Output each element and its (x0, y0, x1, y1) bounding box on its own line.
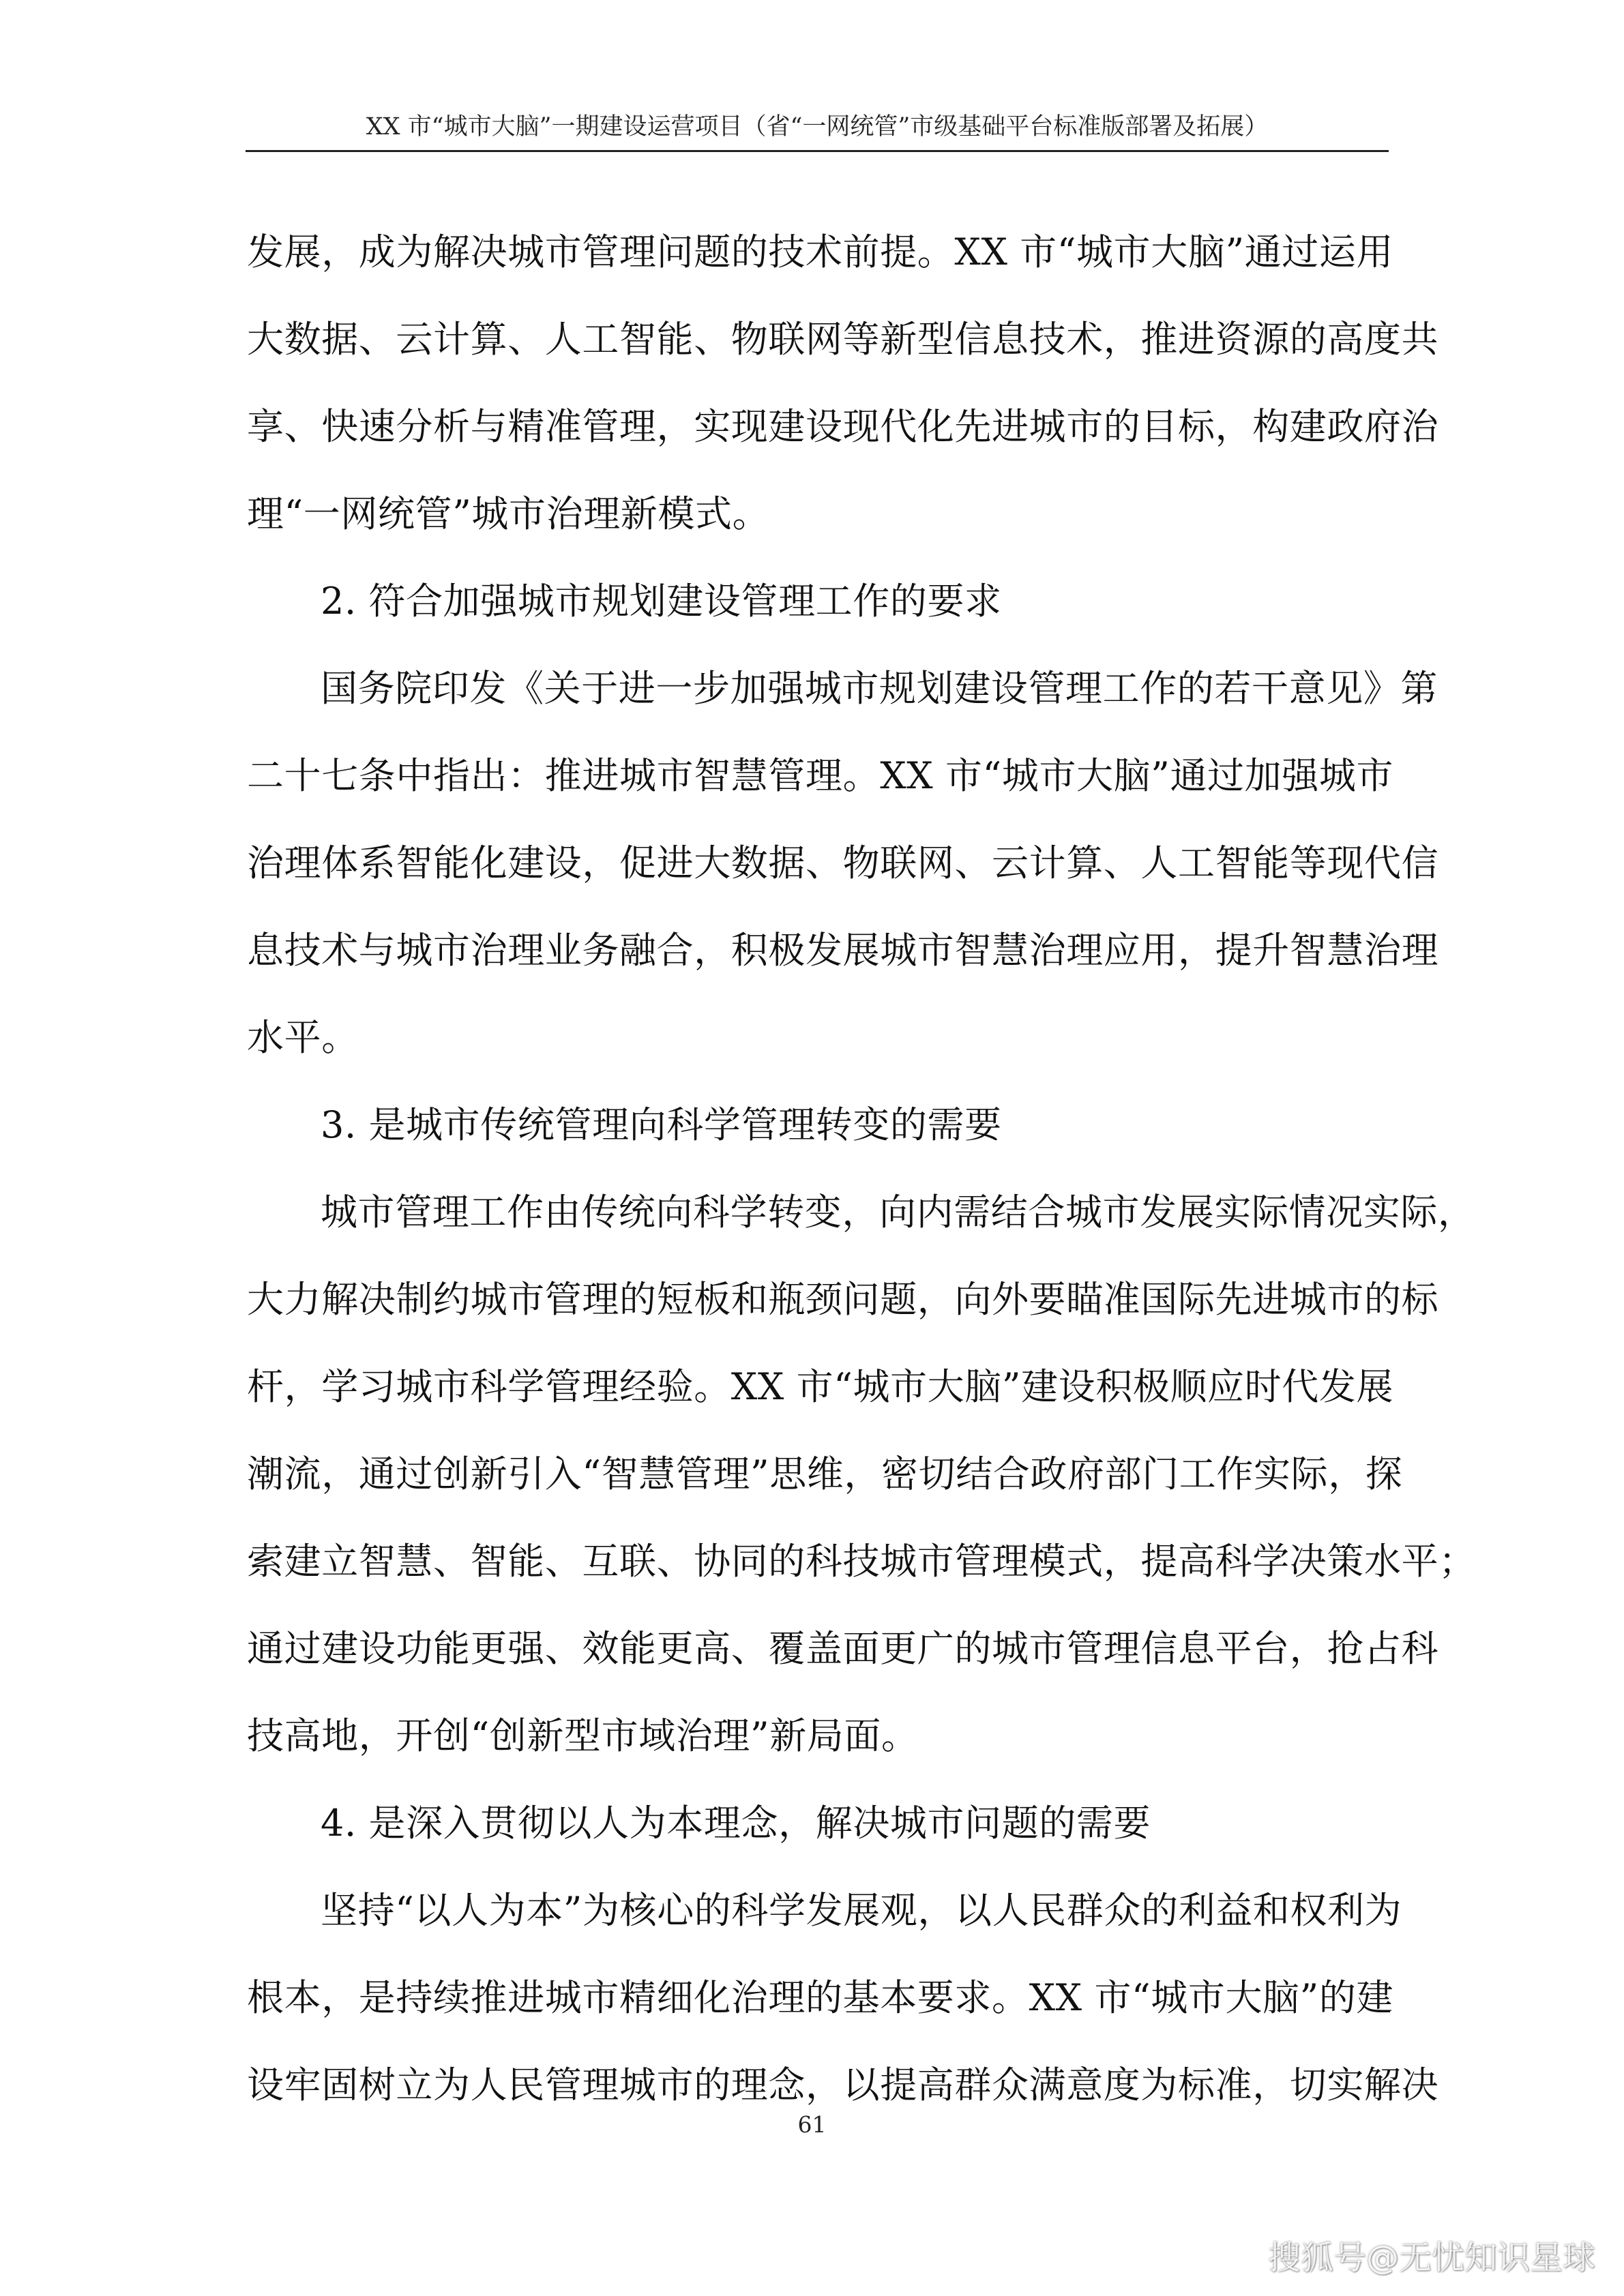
paragraph-line: 国务院印发《关于进一步加强城市规划建设管理工作的若干意见》第 (321, 667, 1438, 710)
paragraph-line: 发展，成为解决城市管理问题的技术前提。XX 市“城市大脑”通过运用 (247, 230, 1394, 273)
paragraph-line: 杆，学习城市科学管理经验。XX 市“城市大脑”建设积极顺应时代发展 (247, 1365, 1394, 1408)
paragraph-line: 理“一网统管”城市治理新模式。 (247, 492, 770, 535)
section-heading: 3. 是城市传统管理向科学管理转变的需要 (321, 1103, 1002, 1146)
running-header: XX 市“城市大脑”一期建设运营项目（省“一网统管”市级基础平台标准版部署及拓展） (366, 113, 1269, 140)
paragraph-line: 技高地，开创“创新型市域治理”新局面。 (247, 1714, 919, 1757)
page-number: 61 (797, 2111, 827, 2138)
section-heading: 4. 是深入贯彻以人为本理念，解决城市问题的需要 (321, 1802, 1151, 1845)
paragraph-line: 享、快速分析与精准管理，实现建设现代化先进城市的目标，构建政府治 (247, 405, 1439, 448)
paragraph-line: 潮流，通过创新引入“智慧管理”思维，密切结合政府部门工作实际，探 (247, 1452, 1403, 1495)
paragraph-line: 索建立智慧、智能、互联、协同的科技城市管理模式，提高科学决策水平； (247, 1540, 1476, 1583)
paragraph-line: 大力解决制约城市管理的短板和瓶颈问题，向外要瞄准国际先进城市的标 (247, 1278, 1439, 1321)
watermark: 搜狐号@无忧知识星球 (1267, 2239, 1595, 2277)
paragraph-line: 息技术与城市治理业务融合，积极发展城市智慧治理应用，提升智慧治理 (247, 929, 1439, 972)
paragraph-line: 设牢固树立为人民管理城市的理念，以提高群众满意度为标准，切实解决 (247, 2063, 1439, 2106)
paragraph-line: 城市管理工作由传统向科学转变，向内需结合城市发展实际情况实际， (321, 1191, 1475, 1234)
header-rule (246, 150, 1389, 152)
paragraph-line: 坚持“以人为本”为核心的科学发展观，以人民群众的利益和权利为 (321, 1889, 1402, 1932)
paragraph-line: 根本，是持续推进城市精细化治理的基本要求。XX 市“城市大脑”的建 (247, 1976, 1394, 2019)
document-body (247, 209, 1476, 2129)
paragraph-line: 治理体系智能化建设，促进大数据、物联网、云计算、人工智能等现代信 (247, 841, 1439, 884)
paragraph-line: 大数据、云计算、人工智能、物联网等新型信息技术，推进资源的高度共 (247, 318, 1439, 361)
section-heading: 2. 符合加强城市规划建设管理工作的要求 (321, 580, 1002, 623)
paragraph-line: 通过建设功能更强、效能更高、覆盖面更广的城市管理信息平台，抢占科 (247, 1627, 1439, 1670)
paragraph-line: 水平。 (247, 1016, 359, 1059)
paragraph-line: 二十七条中指出：推进城市智慧管理。XX 市“城市大脑”通过加强城市 (247, 754, 1394, 797)
